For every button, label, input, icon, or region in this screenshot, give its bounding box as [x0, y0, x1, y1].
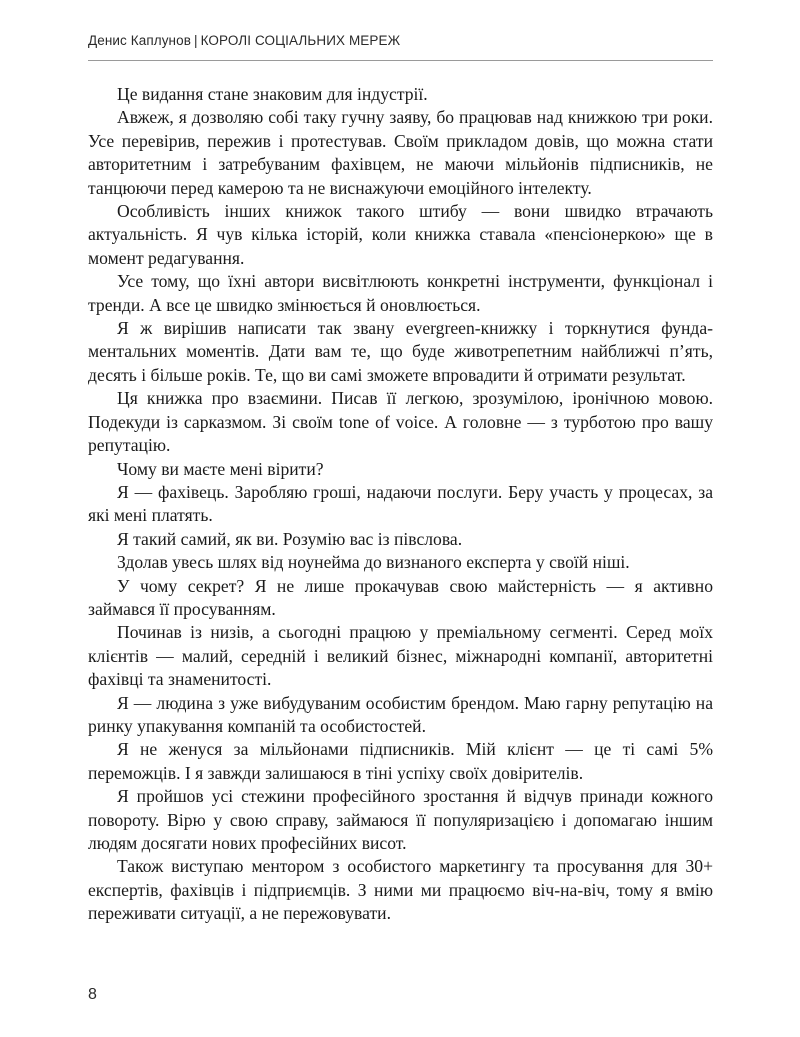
paragraph: У чому секрет? Я не лише прокачував свою майстерність — я активно займався її просуванням. — [88, 575, 713, 619]
body-text — [88, 83, 713, 926]
page-number: 8 — [88, 986, 97, 1003]
paragraph: Також виступаю ментором з особистого маркетингу та просування для 30+ експертів, фахівців і підприємців. З ними ми працюємо віч-на-віч, тому я вмію переживати ситуації, а не пережовувати. — [88, 856, 713, 924]
paragraph: Усе тому, що їхні автори висвітлюють конкретні інструменти, функціонал і тренди. А все це швидко змінюється й оновлюється. — [88, 271, 713, 315]
paragraph: Особливість інших книжок такого штибу — вони швидко втрачають актуальність. Я чув кілька історій, коли книжка ставала «пенсіонеркою» ще в момент редагування. — [88, 201, 713, 268]
header-rule — [88, 60, 713, 61]
paragraph: Я не женуся за мільйонами підписників. Мій клієнт — це ті самі 5% переможців. І я завжди залишаюся в тіні успіху своїх довірителів. — [88, 739, 713, 783]
paragraph: Авжеж, я дозволяю собі таку гучну заяву, бо працював над книжкою три роки. Усе перевірив, пережив і протестував. Своїм прикладом довів, що можна стати авторитетним і затребуваним фахівцем, не маючи мільйонів підписників, не танцюючи перед камерою та не виснажуючи емоційного інтелекту. — [88, 107, 713, 198]
paragraph: Я — фахівець. Заробляю гроші, надаючи послуги. Беру участь у процесах, за які мені платять. — [88, 481, 713, 526]
header-separator: | — [194, 33, 198, 48]
paragraph: Чому ви маєте мені вірити? — [117, 458, 324, 479]
paragraph: Здолав увесь шлях від ноунейма до визнаного експерта у своїй ніші. — [117, 552, 630, 573]
header-author: Денис Каплунов — [88, 33, 191, 48]
paragraph: Починав із низів, а сьогодні працюю у преміальному сегменті. Серед моїх клієнтів — малий, середній і великий бізнес, міжнародні компанії, авторитетні фахівці та знаменитості. — [88, 622, 713, 690]
running-header — [88, 33, 708, 48]
paragraph: Це видання стане знаковим для індустрії. — [117, 84, 428, 104]
paragraph: Я — людина з уже вибудуваним особистим брендом. Маю гарну репутацію на ринку упакування компаній та особистостей. — [88, 692, 713, 736]
paragraph: Ця книжка про взаємини. Писав її легкою, зрозумілою, іронічною мовою. Подекуди із сарказмом. Зі своїм tone of voice. А головне — з турботою про вашу репутацію. — [88, 388, 713, 456]
paragraph: Я пройшов усі стежини професійного зростання й відчув принади кожного повороту. Вірю у свою справу, займаюся її популяризацією і допомагаю іншим людям досягати нових професійних висот. — [88, 786, 713, 853]
paragraph: Я такий самий, як ви. Розумію вас із півслова. — [117, 528, 463, 549]
paragraph: Я ж вирішив написати так звану evergreen-книжку і торкнутися фундаментальних моментів. Дати вам те, що буде животрепетним найближчі п’ять, десять і більше років. Те, що ви самі зможете впровадити й отримати результат. — [88, 318, 713, 385]
header-book-title: КОРОЛІ СОЦІАЛЬНИХ МЕРЕЖ — [200, 33, 401, 48]
